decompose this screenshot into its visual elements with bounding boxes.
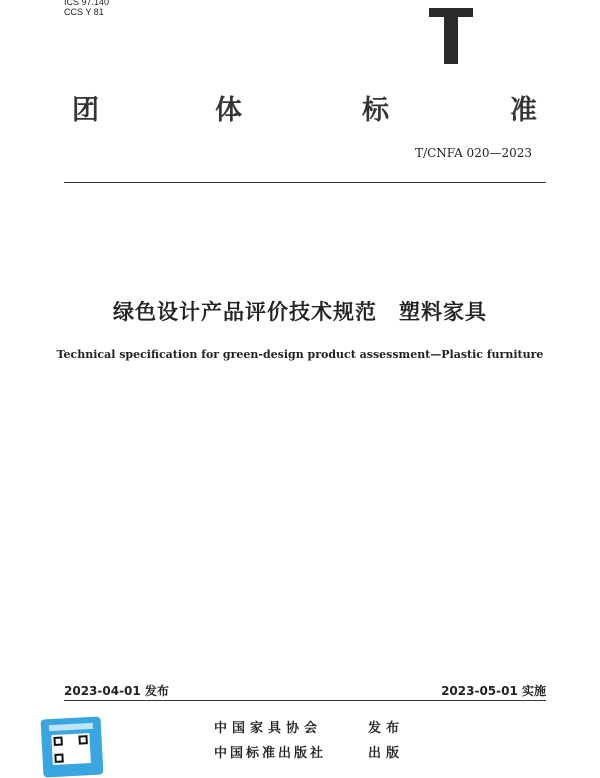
title-chinese-main: 绿色设计产品评价技术规范 <box>113 300 377 324</box>
implementation-date: 2023-05-01 实施 <box>441 684 546 698</box>
title-english: Technical specification for green-design product assessment—Plastic furniture <box>56 348 544 361</box>
heading-char: 标 <box>362 95 389 126</box>
issuer-name: 中国家具协会 <box>214 721 323 736</box>
qr-code-badge[interactable] <box>41 716 104 777</box>
standard-category-heading <box>72 88 542 124</box>
release-date: 2023-04-01 发布 <box>64 684 169 698</box>
ics-code: ICS 97.140 <box>64 0 110 7</box>
bottom-divider <box>64 700 546 701</box>
qr-code-icon <box>51 733 91 765</box>
publisher-name: 中国标准出版社 <box>214 746 327 761</box>
title-chinese <box>0 296 600 326</box>
publisher-action: 出版 <box>368 746 405 761</box>
heading-char: 体 <box>215 95 242 126</box>
heading-char: 团 <box>72 95 99 126</box>
issuer-action: 发布 <box>368 721 405 736</box>
heading-char: 准 <box>510 95 537 126</box>
top-divider <box>64 182 546 183</box>
standard-number: T/CNFA 020—2023 <box>415 146 532 160</box>
standard-type-logo <box>429 8 473 64</box>
ccs-code: CCS Y 81 <box>64 7 104 17</box>
title-chinese-sub: 塑料家具 <box>399 300 487 324</box>
